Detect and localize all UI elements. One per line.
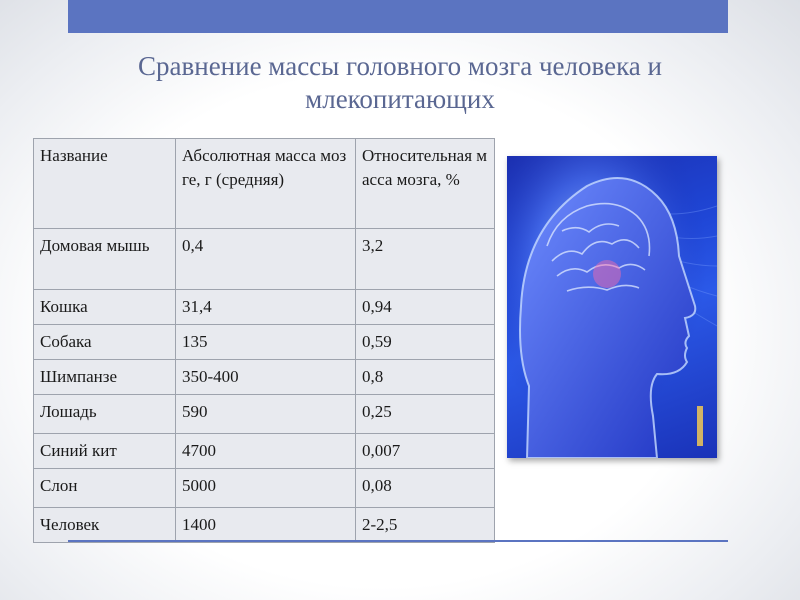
cell-animal: Человек xyxy=(34,508,176,543)
table-row xyxy=(34,395,495,434)
table-row xyxy=(34,325,495,360)
header-absolute-mass: Абсолютная масса мозге, г (средняя) xyxy=(176,139,356,229)
cell-absolute: 135 xyxy=(176,325,356,360)
cell-relative: 0,25 xyxy=(356,395,495,434)
cell-absolute: 4700 xyxy=(176,434,356,469)
table-row xyxy=(34,508,495,543)
table-row xyxy=(34,360,495,395)
cell-absolute: 1400 xyxy=(176,508,356,543)
cell-animal: Собака xyxy=(34,325,176,360)
table-row xyxy=(34,434,495,469)
table-row xyxy=(34,229,495,290)
cell-relative: 2-2,5 xyxy=(356,508,495,543)
slide-title: Сравнение массы головного мозга человека и млекопитающих xyxy=(138,51,662,114)
table-header-row xyxy=(34,139,495,229)
cell-animal: Домовая мышь xyxy=(34,229,176,290)
table-row xyxy=(34,290,495,325)
cell-relative: 0,94 xyxy=(356,290,495,325)
brain-head-illustration-icon xyxy=(507,156,717,458)
cell-animal: Слон xyxy=(34,469,176,508)
bottom-accent-line xyxy=(68,540,728,542)
header-name: Название xyxy=(34,139,176,229)
cell-animal: Кошка xyxy=(34,290,176,325)
cell-relative: 0,59 xyxy=(356,325,495,360)
cell-absolute: 350-400 xyxy=(176,360,356,395)
cell-absolute: 31,4 xyxy=(176,290,356,325)
brain-head-illustration xyxy=(507,156,717,458)
cell-animal: Шимпанзе xyxy=(34,360,176,395)
top-accent-band xyxy=(68,0,728,33)
cell-relative: 3,2 xyxy=(356,229,495,290)
cell-relative: 0,8 xyxy=(356,360,495,395)
cell-absolute: 5000 xyxy=(176,469,356,508)
cell-animal: Лошадь xyxy=(34,395,176,434)
cell-relative: 0,08 xyxy=(356,469,495,508)
brain-mass-table xyxy=(33,138,495,543)
table-row xyxy=(34,469,495,508)
cell-animal: Синий кит xyxy=(34,434,176,469)
cell-relative: 0,007 xyxy=(356,434,495,469)
cell-absolute: 0,4 xyxy=(176,229,356,290)
header-relative-mass: Относительная масса мозга, % xyxy=(356,139,495,229)
cell-absolute: 590 xyxy=(176,395,356,434)
